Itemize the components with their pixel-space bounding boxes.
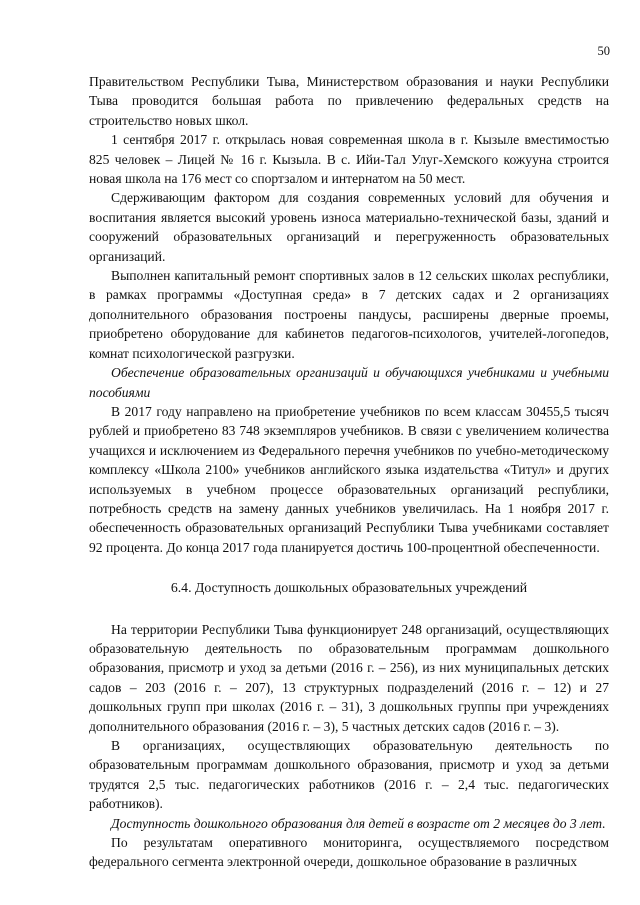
paragraph-repairs: Выполнен капитальный ремонт спортивных залов в 12 сельских школах республики, в рамках программы «Доступная среда» в 7 детских садах и 2 организациях дополнительного образования построены пандусы, расширены дверные проемы, приобретено оборудование для кабинетов педагогов-психологов, учителей-логопедов, комнат психологической разгрузки.: [89, 268, 609, 361]
subheading-textbooks: Обеспечение образовательных организаций и обучающихся учебниками и учебными пособиями: [89, 365, 609, 400]
paragraph-new-school: 1 сентября 2017 г. открылась новая современная школа в г. Кызыле вместимостью 825 человек – Лицей № 16 г. Кызыла. В с. Ийи-Тал Улуг-Хемского кожууна строится новая школа на 176 мест со спортзалом и интернатом на 50 мест.: [89, 132, 609, 187]
paragraph-constraining-factor: Сдерживающим фактором для создания современных условий для обучения и воспитания является высокий уровень износа материально-технической базы, зданий и сооружений образовательных организаций и перегруженность образовательных организаций.: [89, 190, 609, 264]
subheading-preschool-access: Доступность дошкольного образования для детей в возрасте от 2 месяцев до 3 лет.: [111, 815, 606, 831]
page-number: 50: [597, 44, 610, 58]
paragraph-preschool-staff: В организациях, осуществляющих образовательную деятельность по образовательным программам дошкольного образования, присмотр и уход за детьми трудятся 2,5 тыс. педагогических работников (2016 г. – 2,4 тыс. педагогических работников).: [89, 738, 609, 812]
paragraph-monitoring: По результатам оперативного мониторинга, осуществляемого посредством федерального сегмента электронной очереди, дошкольное образование в различных: [89, 835, 609, 870]
paragraph-preschool-organizations: На территории Республики Тыва функционирует 248 организаций, осуществляющих образовательную деятельность по образовательным программам дошкольного образования, присмотр и уход за детьми (2016 г. – 256), из них муниципальных детских садов – 203 (2016 г. – 207), 13 структурных подразделений (2016 г. – 12) и 27 дошкольных групп при школах (2016 г. – 31), 3 дошкольных группы при учреждениях дополнительного образования (2016 г. – 3), 5 частных детских садов (2016 г. – 3).: [89, 621, 609, 734]
section-heading: 6.4. Доступность дошкольных образовательных учреждений: [170, 580, 528, 596]
paragraph-federal-funding: Правительством Республики Тыва, Министерством образования и науки Республики Тыва проводится большая работа по привлечению федеральных средств на строительство новых школ.: [89, 74, 609, 128]
document-body: [89, 72, 609, 872]
paragraph-textbooks-funding: В 2017 году направлено на приобретение учебников по всем классам 30455,5 тысяч рублей и приобретено 83 748 экземпляров учебников. В связи с увеличением количества учащихся и исключением из Федерального перечня учебников по учебно-методическому комплексу «Школа 2100» учебников английского языка издательства «Титул» и других используемых в учебном процессе образовательных организаций республики, потребность средств на замену данных учебников увеличилась. На 1 ноября 2017 г. обеспеченность образовательных организаций Республики Тыва учебниками составляет 92 процента. До конца 2017 года планируется достичь 100-процентной обеспеченности.: [89, 403, 609, 555]
